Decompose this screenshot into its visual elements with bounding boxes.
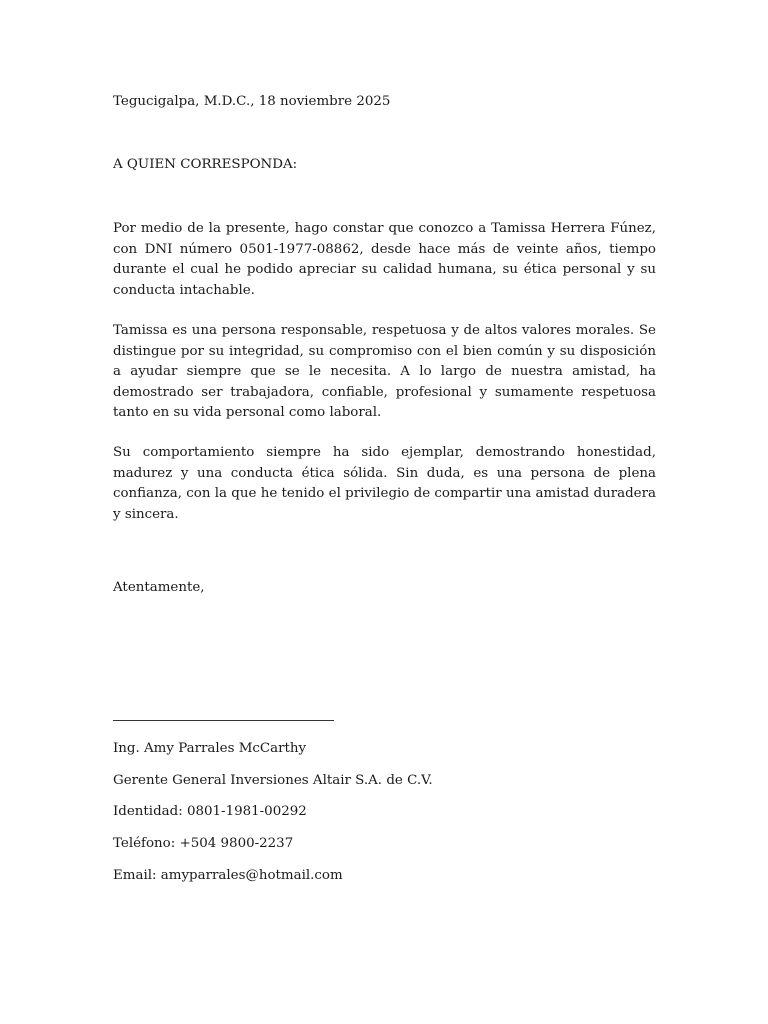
signature-line [113,720,334,721]
paragraph-1: Por medio de la presente, hago constar que conozco a Tamissa Herrera Fúnez, con DNI número 0501-1977-08862, desde hace más de veinte años, tiempo durante el cual he podido apreciar su calidad humana, su ética personal y su conducta intachable. [113,221,656,298]
signer-identity: Identidad: 0801-1981-00292 [113,804,307,819]
signer-phone: Teléfono: +504 9800-2237 [113,836,294,851]
salutation: A QUIEN CORRESPONDA: [113,157,298,172]
signer-email: Email: amyparrales@hotmail.com [113,868,343,883]
signer-position: Gerente General Inversiones Altair S.A. de C.V. [113,773,433,788]
paragraph-3: Su comportamiento siempre ha sido ejemplar, demostrando honestidad, madurez y una conducta ética sólida. Sin duda, es una persona de plena confianza, con la que he tenido el privilegio de compartir una amistad duradera y sincera. [113,445,656,522]
signer-name: Ing. Amy Parrales McCarthy [113,741,307,756]
paragraph-2: Tamissa es una persona responsable, respetuosa y de altos valores morales. Se distingue por su integridad, su compromiso con el bien común y su disposición a ayudar siempre que se le necesita. A lo largo de nuestra amistad, ha demostrado ser trabajadora, confiable, profesional y sumamente respetuosa tanto en su vida personal como laboral. [113,323,656,420]
closing: Atentamente, [113,580,205,595]
date-line: Tegucigalpa, M.D.C., 18 noviembre 2025 [113,94,391,109]
